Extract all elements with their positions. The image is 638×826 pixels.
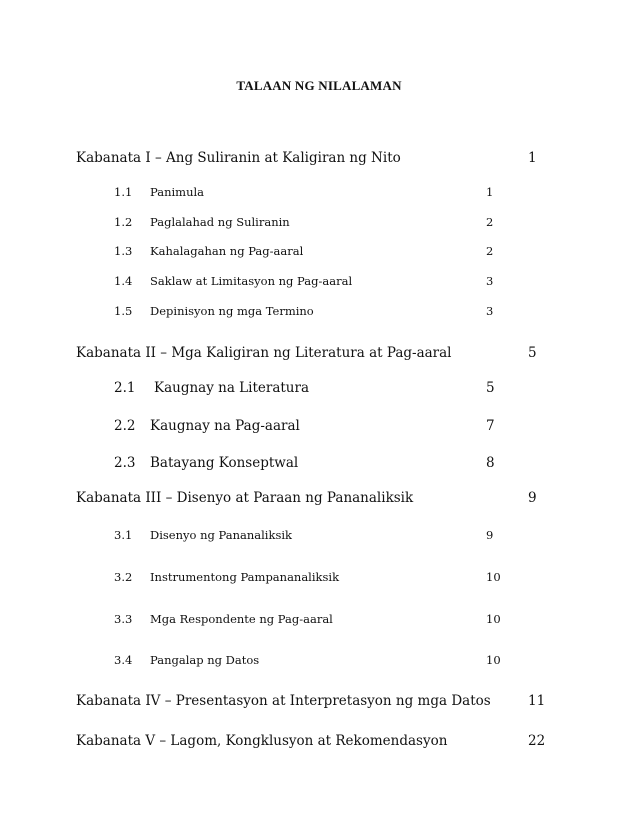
chapter-page-number: 11 — [528, 693, 546, 709]
section-label: Kaugnay na Pag-aaral — [150, 418, 300, 434]
section-page-number: 10 — [486, 612, 501, 626]
section-number: 2.2 — [114, 418, 136, 434]
section-number: 3.2 — [114, 570, 133, 584]
section-number: 1.3 — [114, 244, 133, 258]
section-number: 3.3 — [114, 612, 133, 626]
chapter-label: Kabanata IV – Presentasyon at Interpretasyon ng mga Datos — [76, 693, 491, 709]
section-page-number: 8 — [486, 455, 495, 471]
section-label: Saklaw at Limitasyon ng Pag-aaral — [150, 274, 353, 288]
section-label: Pangalap ng Datos — [150, 653, 260, 667]
chapter-label: Kabanata III – Disenyo at Paraan ng Pananaliksik — [76, 490, 414, 506]
section-label: Paglalahad ng Suliranin — [150, 215, 290, 229]
section-number: 3.4 — [114, 653, 133, 667]
section-number: 1.2 — [114, 215, 133, 229]
section-label: Kahalagahan ng Pag-aaral — [150, 244, 304, 258]
section-number: 1.1 — [114, 185, 133, 199]
section-page-number: 1 — [486, 185, 494, 199]
section-label: Kaugnay na Literatura — [154, 380, 309, 396]
section-page-number: 5 — [486, 380, 495, 396]
chapter-page-number: 9 — [528, 490, 537, 506]
section-number: 1.5 — [114, 304, 133, 318]
section-number: 3.1 — [114, 528, 133, 542]
chapter-label: Kabanata II – Mga Kaligiran ng Literatura at Pag-aaral — [76, 345, 452, 361]
section-label: Disenyo ng Pananaliksik — [150, 528, 292, 542]
section-page-number: 7 — [486, 418, 495, 434]
section-number: 2.1 — [114, 380, 136, 396]
section-page-number: 9 — [486, 528, 494, 542]
section-page-number: 2 — [486, 215, 494, 229]
section-label: Instrumentong Pampananaliksik — [150, 570, 340, 584]
chapter-label: Kabanata I – Ang Suliranin at Kaligiran ng Nito — [76, 150, 401, 166]
section-number: 2.3 — [114, 455, 136, 471]
section-page-number: 3 — [486, 274, 494, 288]
chapter-page-number: 22 — [528, 733, 546, 749]
section-label: Panimula — [150, 185, 205, 199]
section-page-number: 10 — [486, 653, 501, 667]
section-number: 1.4 — [114, 274, 133, 288]
section-label: Batayang Konseptwal — [150, 455, 299, 471]
chapter-page-number: 5 — [528, 345, 537, 361]
section-page-number: 10 — [486, 570, 501, 584]
chapter-page-number: 1 — [528, 150, 537, 166]
section-label: Depinisyon ng mga Termino — [150, 304, 314, 318]
section-page-number: 2 — [486, 244, 494, 258]
section-page-number: 3 — [486, 304, 494, 318]
page-title: TALAAN NG NILALAMAN — [236, 78, 402, 93]
chapter-label: Kabanata V – Lagom, Kongklusyon at Rekomendasyon — [76, 733, 448, 749]
section-label: Mga Respondente ng Pag-aaral — [150, 612, 333, 626]
